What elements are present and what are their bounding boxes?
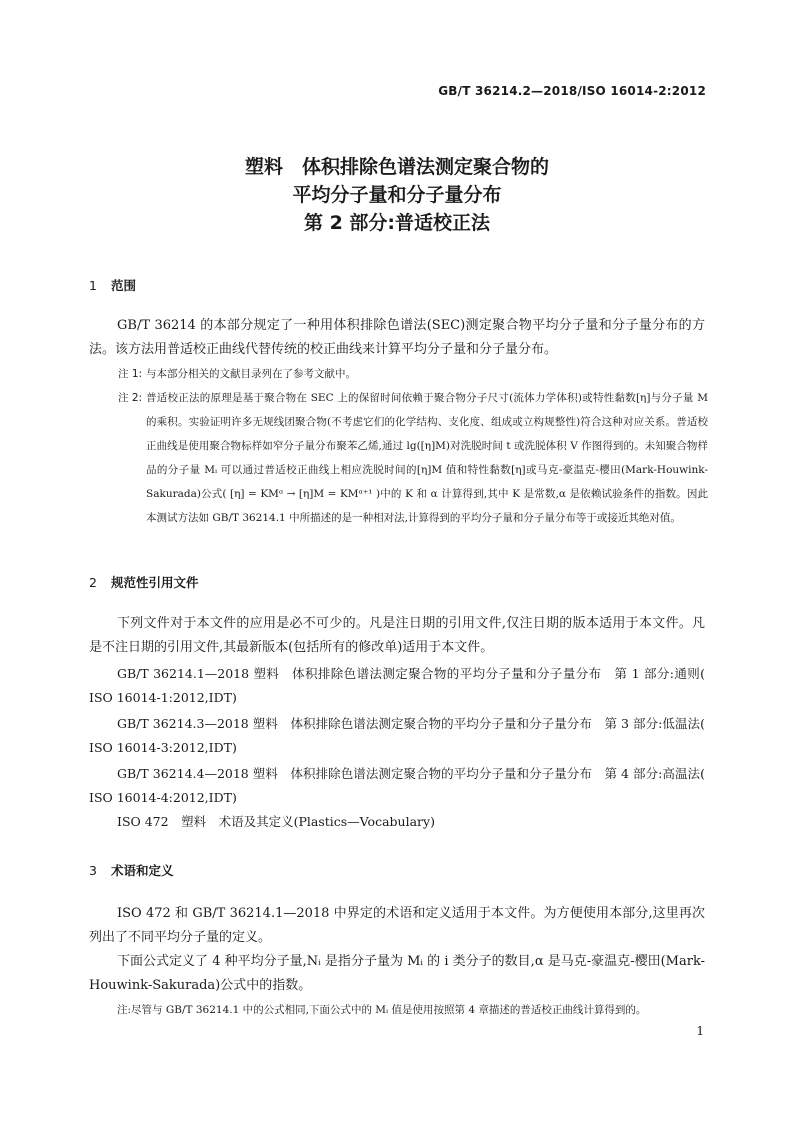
note-1-text: 与本部分相关的文献目录列在了参考文献中。 bbox=[146, 368, 356, 380]
note-1 bbox=[118, 362, 708, 386]
note-1-label: 注 1: bbox=[118, 368, 143, 380]
section-1-heading bbox=[89, 276, 136, 294]
reference-item bbox=[89, 662, 705, 710]
section-3-paragraph-2: 下面公式定义了 4 种平均分子量,Nᵢ 是指分子量为 Mᵢ 的 i 类分子的数目,α 是马克-豪温克-樱田(Mark-Houwink-Sakurada)公式中的指数。 bbox=[89, 954, 705, 993]
section-3-heading bbox=[89, 861, 174, 879]
reference-item bbox=[89, 762, 705, 810]
section-3-note: 注:尽管与 GB/T 36214.1 中的公式相同,下面公式中的 Mᵢ 值是使用按照第 4 章描述的普适校正曲线计算得到的。 bbox=[117, 1004, 647, 1016]
reference-text: ISO 472 塑料 术语及其定义(Plastics—Vocabulary) bbox=[117, 814, 435, 829]
section-2-title: 规范性引用文件 bbox=[111, 575, 199, 590]
reference-item bbox=[89, 810, 705, 834]
page-number: 1 bbox=[696, 1024, 704, 1038]
section-2-heading bbox=[89, 573, 199, 591]
reference-text: GB/T 36214.3—2018 塑料 体积排除色谱法测定聚合物的平均分子量和分子量分布 第 3 部分:低温法( ISO 16014-3:2012,IDT) bbox=[89, 716, 705, 755]
title-line-1: 塑料 体积排除色谱法测定聚合物的 bbox=[244, 156, 549, 178]
section-3-title: 术语和定义 bbox=[111, 863, 174, 878]
section-1-paragraph: GB/T 36214 的本部分规定了一种用体积排除色谱法(SEC)测定聚合物平均分子量和分子量分布的方法。该方法用普适校正曲线代替传统的校正曲线来计算平均分子量和分子量分布。 bbox=[89, 318, 705, 357]
note-2-text: 普适校正法的原理是基于聚合物在 SEC 上的保留时间依赖于聚合物分子尺寸(流体力学体积)或特性黏数[η]与分子量 M 的乘积。实验证明许多无规线团聚合物(不考虑它们的化学结构、支化度、组成或立构规整性)符合这种对应关系。普适校正曲线是使用聚合物标样如窄分子量分布聚苯乙烯,通过 lg([η]M)对洗脱时间 t 或洗脱体积 V 作图得到的。未知聚合物样品的分子量 Mᵢ 可以通过普适校正曲线上相应洗脱时间的[η]M 值和特性黏数[η]或马克-豪温克-樱田(Mark-Houwink-Sakurada)公式( [η] = KMᵅ → [η]M = KMᵅ⁺¹ )中的 K 和 α 计算得到,其中 K 是常数,α 是依赖试验条件的指数。因此本测试方法如 GB/T 36214.1 中所描述的是一种相对法,计算得到的平均分子量和分子量分布等于或接近其绝对值。 bbox=[146, 392, 708, 524]
title-line-2: 平均分子量和分子量分布 bbox=[292, 184, 502, 206]
note-2 bbox=[118, 386, 708, 530]
reference-text: GB/T 36214.4—2018 塑料 体积排除色谱法测定聚合物的平均分子量和分子量分布 第 4 部分:高温法( ISO 16014-4:2012,IDT) bbox=[89, 766, 705, 805]
section-3-number: 3 bbox=[89, 863, 97, 878]
reference-item bbox=[89, 712, 705, 760]
standard-number: GB/T 36214.2—2018/ISO 16014-2:2012 bbox=[438, 84, 706, 98]
note-2-label: 注 2: bbox=[118, 392, 143, 404]
section-3-paragraph-1: ISO 472 和 GB/T 36214.1—2018 中界定的术语和定义适用于本文件。为方便使用本部分,这里再次列出了不同平均分子量的定义。 bbox=[89, 906, 705, 945]
section-1-number: 1 bbox=[89, 278, 97, 293]
section-2-number: 2 bbox=[89, 575, 97, 590]
title-line-3: 第 2 部分:普适校正法 bbox=[303, 212, 491, 234]
section-1-title: 范围 bbox=[111, 278, 137, 293]
section-2-paragraph: 下列文件对于本文件的应用是必不可少的。凡是注日期的引用文件,仅注日期的版本适用于本文件。凡是不注日期的引用文件,其最新版本(包括所有的修改单)适用于本文件。 bbox=[89, 616, 705, 655]
reference-text: GB/T 36214.1—2018 塑料 体积排除色谱法测定聚合物的平均分子量和分子量分布 第 1 部分:通则( ISO 16014-1:2012,IDT) bbox=[89, 666, 705, 705]
